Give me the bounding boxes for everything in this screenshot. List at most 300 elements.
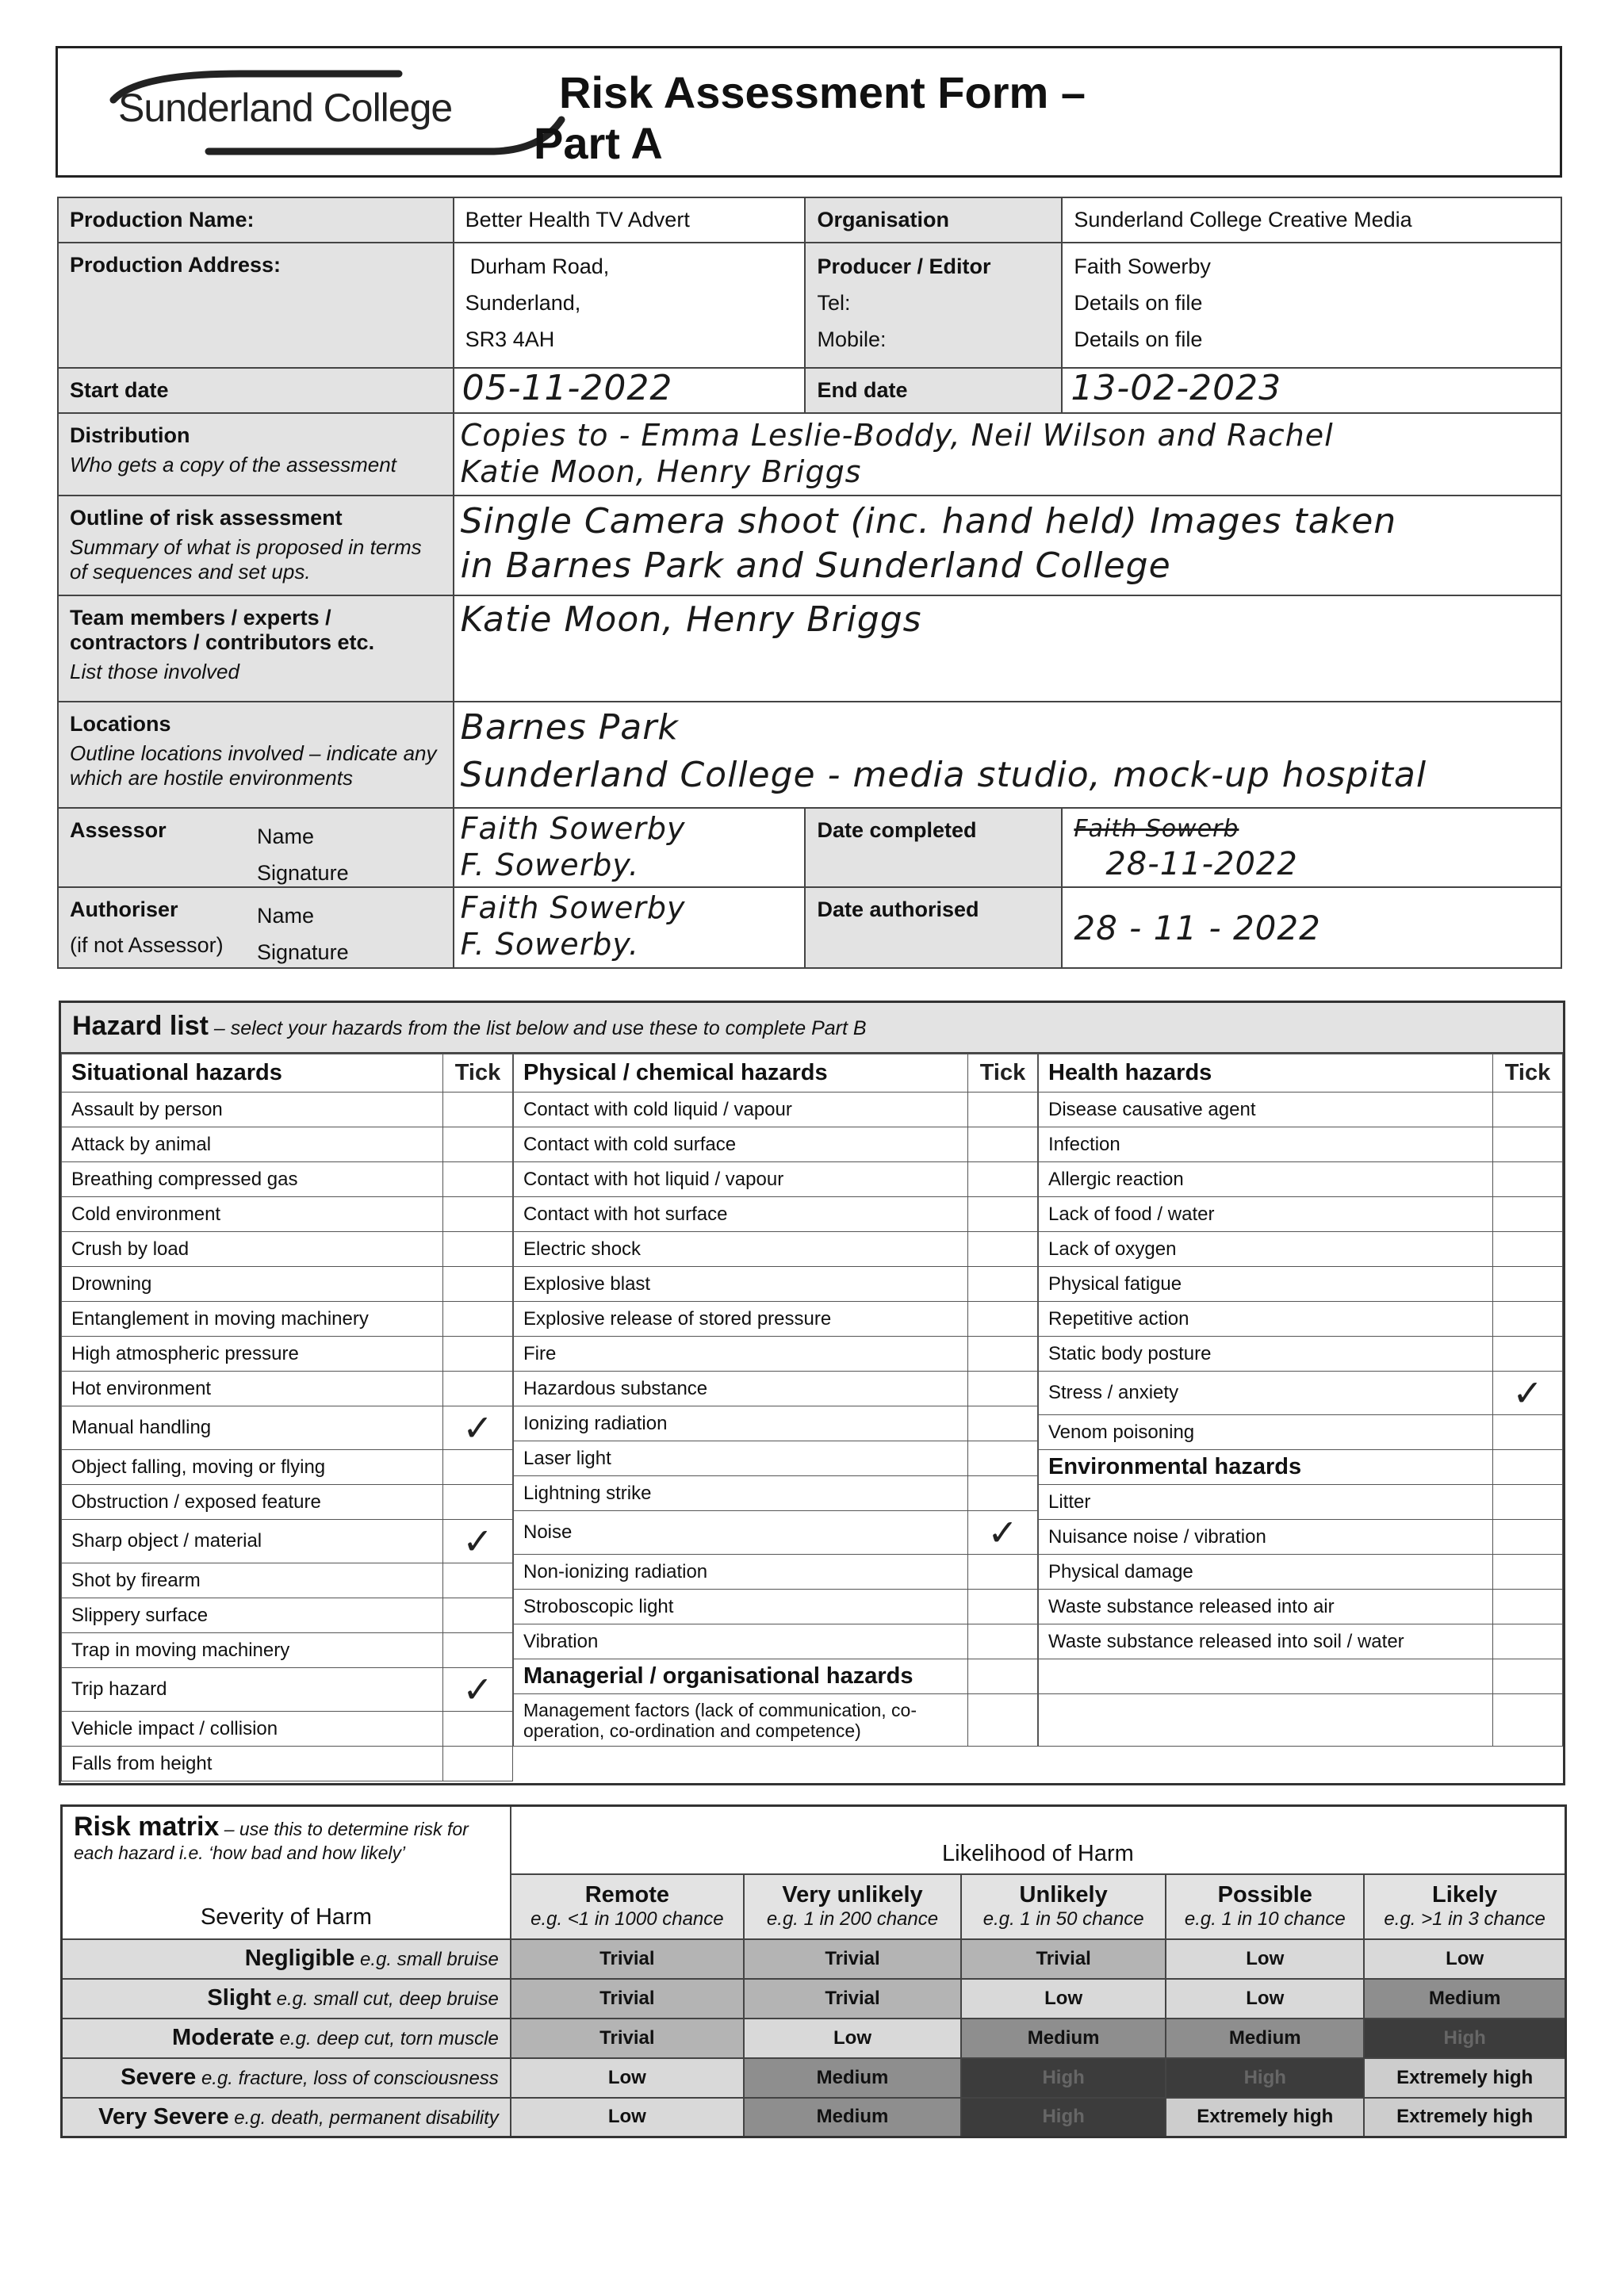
- physical-header: Physical / chemical hazards: [514, 1054, 968, 1093]
- distribution-subtitle: Who gets a copy of the assessment: [70, 453, 396, 476]
- distribution-line: Copies to - Emma Leslie-Boddy, Neil Wilson and Rachel: [460, 418, 1334, 453]
- hazard-row: [62, 1450, 513, 1485]
- hazard-label: Trip hazard: [62, 1668, 443, 1712]
- assessor-values: [454, 808, 806, 887]
- team-label: [58, 595, 454, 702]
- severity-label: [62, 2098, 511, 2137]
- hazard-row: [514, 1267, 1038, 1302]
- hazard-label: Slippery surface: [62, 1598, 443, 1633]
- tick-checkbox[interactable]: ✓: [443, 1520, 513, 1563]
- risk-level-cell: Extremely high: [1166, 2098, 1364, 2137]
- part-a-table: [57, 197, 1562, 969]
- severity-name: Moderate: [172, 2025, 274, 2050]
- hazard-label: Disease causative agent: [1039, 1093, 1493, 1127]
- risk-level-cell: High: [961, 2098, 1166, 2137]
- production-name-label: Production Name:: [58, 197, 454, 243]
- tick-checkbox[interactable]: [1493, 1302, 1563, 1337]
- tick-checkbox[interactable]: [968, 1590, 1038, 1624]
- address-line: SR3 4AH: [465, 327, 555, 351]
- hazard-row: [514, 1624, 1038, 1659]
- tick-checkbox[interactable]: [443, 1127, 513, 1162]
- physical-hazards-list: [514, 1054, 1038, 1659]
- risk-matrix-header: [62, 1806, 511, 1939]
- hazard-label: Infection: [1039, 1127, 1493, 1162]
- hazard-row: [1039, 1555, 1563, 1590]
- authoriser-title: Authoriser: [70, 897, 178, 921]
- tick-checkbox[interactable]: [443, 1633, 513, 1668]
- authoriser-signature: F. Sowerby.: [460, 927, 639, 962]
- tick-checkbox[interactable]: [1493, 1093, 1563, 1127]
- risk-level-cell: Medium: [744, 2058, 961, 2098]
- likelihood-name: Possible: [1217, 1882, 1312, 1908]
- hazard-label: Trap in moving machinery: [62, 1633, 443, 1668]
- empty-row: [1039, 1659, 1493, 1694]
- hazard-row: [514, 1441, 1038, 1476]
- tick-checkbox[interactable]: [443, 1485, 513, 1520]
- hazard-row: [514, 1590, 1038, 1624]
- college-logo-text: Sunderland College: [118, 86, 453, 130]
- severity-label: [62, 2058, 511, 2098]
- outline-value: [454, 496, 1561, 595]
- severity-header: Severity of Harm: [200, 1904, 372, 1930]
- hazard-row: [1039, 1302, 1563, 1337]
- hazard-label: Lack of oxygen: [1039, 1232, 1493, 1267]
- tick-checkbox[interactable]: [1493, 1267, 1563, 1302]
- hazard-row: [514, 1372, 1038, 1406]
- authoriser-subtitle: (if not Assessor): [70, 933, 224, 957]
- form-title: [534, 67, 1086, 169]
- risk-level-cell: High: [1364, 2019, 1565, 2058]
- risk-level-cell: Trivial: [511, 2019, 744, 2058]
- hazard-row: [514, 1337, 1038, 1372]
- risk-matrix-row: [62, 1939, 1566, 1979]
- risk-matrix-row: [62, 2019, 1566, 2058]
- tick-checkbox[interactable]: [968, 1197, 1038, 1232]
- tick-checkbox[interactable]: [968, 1555, 1038, 1590]
- organisation-label: Organisation: [805, 197, 1062, 243]
- tick-checkbox[interactable]: [443, 1197, 513, 1232]
- tel-label: Tel:: [817, 291, 851, 315]
- distribution-value: [454, 413, 1561, 496]
- hazard-row: [514, 1232, 1038, 1267]
- hazard-row: [514, 1476, 1038, 1511]
- tick-header: Tick: [968, 1054, 1038, 1093]
- hazard-row: [62, 1563, 513, 1598]
- producer-values: [1062, 243, 1561, 368]
- likelihood-name: Remote: [584, 1882, 670, 1908]
- likelihood-example: e.g. >1 in 3 chance: [1384, 1908, 1545, 1930]
- likelihood-example: e.g. 1 in 50 chance: [982, 1908, 1144, 1930]
- production-name-value: Better Health TV Advert: [454, 197, 806, 243]
- tick-checkbox[interactable]: ✓: [443, 1668, 513, 1712]
- environmental-header-tick-cell: [1493, 1450, 1563, 1485]
- locations-value: [454, 702, 1561, 808]
- hazard-row: [1039, 1485, 1563, 1520]
- locations-subtitle: Outline locations involved – indicate any which are hostile environments: [70, 741, 437, 790]
- hazard-label: Allergic reaction: [1039, 1162, 1493, 1197]
- tick-checkbox[interactable]: [1493, 1520, 1563, 1555]
- managerial-tick-cell: [968, 1694, 1038, 1747]
- tick-checkbox[interactable]: [1493, 1415, 1563, 1450]
- hazard-row: [62, 1406, 513, 1450]
- hazard-label: Physical damage: [1039, 1555, 1493, 1590]
- tick-checkbox[interactable]: [443, 1302, 513, 1337]
- hazard-row: [62, 1267, 513, 1302]
- hazard-row: [62, 1127, 513, 1162]
- risk-matrix-row: [62, 2058, 1566, 2098]
- date-completed-value: 28-11-2022: [1105, 846, 1298, 882]
- tick-checkbox[interactable]: [968, 1441, 1038, 1476]
- risk-level-cell: Medium: [961, 2019, 1166, 2058]
- tel-value: Details on file: [1074, 291, 1203, 315]
- health-header: Health hazards: [1039, 1054, 1493, 1093]
- risk-matrix-title: Risk matrix: [74, 1812, 220, 1842]
- hazard-label: Electric shock: [514, 1232, 968, 1267]
- producer-labels: [805, 243, 1062, 368]
- date-authorised-value: 28 - 11 - 2022: [1062, 887, 1561, 968]
- hazard-label: Crush by load: [62, 1232, 443, 1267]
- hazard-row: [514, 1511, 1038, 1555]
- end-date-value: 13-02-2023: [1062, 368, 1561, 413]
- tick-checkbox[interactable]: [1493, 1127, 1563, 1162]
- tick-checkbox[interactable]: [443, 1747, 513, 1781]
- risk-level-cell: Medium: [1166, 2019, 1364, 2058]
- risk-level-cell: Trivial: [511, 1979, 744, 2019]
- authoriser-name-label: Name: [257, 904, 315, 928]
- environmental-header: Environmental hazards: [1039, 1450, 1493, 1485]
- hazard-label: Contact with hot liquid / vapour: [514, 1162, 968, 1197]
- hazard-row: [62, 1485, 513, 1520]
- risk-level-cell: Extremely high: [1364, 2058, 1565, 2098]
- likelihood-header: Likelihood of Harm: [511, 1806, 1566, 1874]
- severity-label: [62, 1979, 511, 2019]
- hazard-row: [1039, 1093, 1563, 1127]
- risk-level-cell: Medium: [1364, 1979, 1565, 2019]
- tick-checkbox[interactable]: [443, 1563, 513, 1598]
- hazard-row: [62, 1598, 513, 1633]
- risk-matrix-note: – use this to determine risk for each hazard i.e. ‘how bad and how likely’: [74, 1819, 469, 1863]
- hazard-label: Noise: [514, 1511, 968, 1555]
- likelihood-possible: [1166, 1874, 1364, 1939]
- managerial-item: Management factors (lack of communication, co-operation, co-ordination and competence): [514, 1694, 968, 1747]
- tick-checkbox[interactable]: ✓: [968, 1511, 1038, 1555]
- mobile-label: Mobile:: [817, 327, 887, 351]
- tick-checkbox[interactable]: [443, 1598, 513, 1633]
- risk-level-cell: Low: [1364, 1939, 1565, 1979]
- authoriser-values: [454, 887, 806, 968]
- tick-checkbox[interactable]: [968, 1127, 1038, 1162]
- likelihood-example: e.g. 1 in 200 chance: [766, 1908, 939, 1930]
- hazard-list-header: [61, 1003, 1563, 1054]
- hazard-label: Repetitive action: [1039, 1302, 1493, 1337]
- team-subtitle: List those involved: [70, 660, 239, 683]
- hazard-row: [1039, 1162, 1563, 1197]
- health-hazards-column: [1038, 1054, 1563, 1747]
- tick-checkbox[interactable]: [443, 1267, 513, 1302]
- outline-title: Outline of risk assessment: [70, 506, 343, 530]
- risk-level-cell: Low: [961, 1979, 1166, 2019]
- tick-checkbox[interactable]: [1493, 1590, 1563, 1624]
- hazard-row: [1039, 1415, 1563, 1450]
- tick-checkbox[interactable]: [443, 1162, 513, 1197]
- hazard-row: [62, 1337, 513, 1372]
- location-line: Barnes Park: [460, 707, 679, 748]
- hazard-label: Venom poisoning: [1039, 1415, 1493, 1450]
- address-line: Sunderland,: [465, 291, 581, 315]
- form-title-line1: Risk Assessment Form –: [559, 67, 1086, 117]
- risk-level-cell: Trivial: [511, 1939, 744, 1979]
- tick-checkbox[interactable]: [968, 1624, 1038, 1659]
- hazard-label: Stress / anxiety: [1039, 1372, 1493, 1415]
- hazard-label: Contact with cold liquid / vapour: [514, 1093, 968, 1127]
- hazard-label: Nuisance noise / vibration: [1039, 1520, 1493, 1555]
- hazard-row: [1039, 1127, 1563, 1162]
- hazard-row: [1039, 1520, 1563, 1555]
- managerial-header-tick-cell: [968, 1659, 1038, 1694]
- risk-level-cell: Trivial: [744, 1979, 961, 2019]
- locations-title: Locations: [70, 712, 171, 736]
- tick-checkbox[interactable]: [443, 1093, 513, 1127]
- hazard-row: [514, 1555, 1038, 1590]
- tick-checkbox[interactable]: [968, 1337, 1038, 1372]
- tick-checkbox[interactable]: [1493, 1555, 1563, 1590]
- hazard-row: [514, 1162, 1038, 1197]
- hazard-label: Obstruction / exposed feature: [62, 1485, 443, 1520]
- hazard-row: [62, 1302, 513, 1337]
- tick-checkbox[interactable]: [443, 1712, 513, 1747]
- tick-checkbox[interactable]: [443, 1450, 513, 1485]
- production-address-label: Production Address:: [58, 243, 454, 368]
- hazard-label: Assault by person: [62, 1093, 443, 1127]
- likelihood-unlikely: [961, 1874, 1166, 1939]
- locations-label: [58, 702, 454, 808]
- tick-checkbox[interactable]: [1493, 1337, 1563, 1372]
- hazard-label: Physical fatigue: [1039, 1267, 1493, 1302]
- distribution-title: Distribution: [70, 423, 190, 447]
- hazard-label: Vibration: [514, 1624, 968, 1659]
- empty-row: [1039, 1694, 1493, 1747]
- tick-checkbox[interactable]: [968, 1302, 1038, 1337]
- address-line: Durham Road,: [469, 254, 610, 278]
- date-completed-label: Date completed: [805, 808, 1062, 887]
- likelihood-name: Likely: [1432, 1882, 1498, 1908]
- form-header: [56, 46, 1562, 178]
- risk-level-cell: High: [1166, 2058, 1364, 2098]
- hazard-row: [1039, 1197, 1563, 1232]
- authoriser-label: [58, 887, 454, 968]
- date-completed-struck: Faith Sowerb: [1074, 815, 1239, 843]
- hazard-label: Lightning strike: [514, 1476, 968, 1511]
- hazard-label: Cold environment: [62, 1197, 443, 1232]
- hazard-label: Stroboscopic light: [514, 1590, 968, 1624]
- hazard-row: [1039, 1590, 1563, 1624]
- hazard-label: Non-ionizing radiation: [514, 1555, 968, 1590]
- empty-tick-cell: [1493, 1694, 1563, 1747]
- hazard-row: [62, 1093, 513, 1127]
- date-completed-values: [1062, 808, 1561, 887]
- environmental-hazards-list: [1039, 1450, 1563, 1659]
- tick-checkbox[interactable]: [443, 1232, 513, 1267]
- risk-level-cell: Medium: [744, 2098, 961, 2137]
- hazard-list: [59, 1001, 1565, 1785]
- hazard-row: [62, 1712, 513, 1747]
- risk-level-cell: Extremely high: [1364, 2098, 1565, 2137]
- hazard-row: [62, 1633, 513, 1668]
- hazard-label: Waste substance released into air: [1039, 1590, 1493, 1624]
- authoriser-signature-label: Signature: [257, 940, 349, 964]
- hazard-label: Hot environment: [62, 1372, 443, 1406]
- assessor-signature-label: Signature: [257, 861, 349, 885]
- managerial-header: Managerial / organisational hazards: [514, 1659, 968, 1694]
- hazard-label: Hazardous substance: [514, 1372, 968, 1406]
- hazard-list-title: Hazard list: [72, 1011, 209, 1041]
- hazard-list-note: – select your hazards from the list below and use these to complete Part B: [208, 1017, 867, 1039]
- severity-example: e.g. deep cut, torn muscle: [279, 2028, 499, 2049]
- hazard-row: [1039, 1232, 1563, 1267]
- hazard-label: Attack by animal: [62, 1127, 443, 1162]
- start-date-label: Start date: [58, 368, 454, 413]
- hazard-row: [1039, 1267, 1563, 1302]
- tick-checkbox[interactable]: [968, 1232, 1038, 1267]
- tick-checkbox[interactable]: [1493, 1624, 1563, 1659]
- team-title: Team members / experts / contractors / contributors etc.: [70, 606, 375, 654]
- hazard-label: Explosive blast: [514, 1267, 968, 1302]
- tick-checkbox[interactable]: ✓: [1493, 1372, 1563, 1415]
- date-authorised-label: Date authorised: [805, 887, 1062, 968]
- tick-checkbox[interactable]: [968, 1267, 1038, 1302]
- risk-level-cell: Low: [1166, 1979, 1364, 2019]
- tick-checkbox[interactable]: [968, 1372, 1038, 1406]
- hazard-row: [62, 1747, 513, 1781]
- hazard-label: Drowning: [62, 1267, 443, 1302]
- situational-hazards-column: [61, 1054, 513, 1781]
- likelihood-very-unlikely: [744, 1874, 961, 1939]
- hazard-label: Contact with hot surface: [514, 1197, 968, 1232]
- hazard-label: Litter: [1039, 1485, 1493, 1520]
- tick-checkbox[interactable]: [1493, 1232, 1563, 1267]
- hazard-label: Laser light: [514, 1441, 968, 1476]
- risk-level-cell: Low: [511, 2098, 744, 2137]
- likelihood-name: Unlikely: [1019, 1882, 1108, 1908]
- health-hazards-list: [1039, 1054, 1563, 1450]
- outline-line: in Barnes Park and Sunderland College: [460, 545, 1171, 586]
- hazard-label: Shot by firearm: [62, 1563, 443, 1598]
- assessor-label: [58, 808, 454, 887]
- end-date-label: End date: [805, 368, 1062, 413]
- severity-name: Very Severe: [98, 2103, 229, 2130]
- severity-label: [62, 1939, 511, 1979]
- hazard-row: [1039, 1624, 1563, 1659]
- hazard-row: [62, 1520, 513, 1563]
- producer-label: Producer / Editor: [817, 254, 991, 278]
- hazard-label: Contact with cold surface: [514, 1127, 968, 1162]
- assessor-signature: F. Sowerby.: [460, 848, 639, 882]
- hazard-row: [1039, 1337, 1563, 1372]
- risk-matrix-row: [62, 2098, 1566, 2137]
- mobile-value: Details on file: [1074, 327, 1203, 351]
- hazard-row: [62, 1668, 513, 1712]
- tick-checkbox[interactable]: [968, 1093, 1038, 1127]
- risk-level-cell: High: [961, 2058, 1166, 2098]
- tick-checkbox[interactable]: [443, 1372, 513, 1406]
- distribution-label: [58, 413, 454, 496]
- hazard-row: [514, 1197, 1038, 1232]
- likelihood-remote: [511, 1874, 744, 1939]
- risk-matrix: [60, 1804, 1567, 2138]
- severity-example: e.g. fracture, loss of consciousness: [201, 2068, 499, 2089]
- severity-example: e.g. death, permanent disability: [234, 2107, 499, 2129]
- hazard-row: [514, 1406, 1038, 1441]
- risk-level-cell: Trivial: [961, 1939, 1166, 1979]
- risk-matrix-rows: [62, 1939, 1566, 2137]
- assessor-name-label: Name: [257, 825, 315, 848]
- severity-name: Negligible: [244, 1946, 355, 1971]
- severity-label: [62, 2019, 511, 2058]
- hazard-label: Entanglement in moving machinery: [62, 1302, 443, 1337]
- likelihood-name: Very unlikely: [782, 1882, 923, 1908]
- situational-header: Situational hazards: [62, 1054, 443, 1093]
- risk-level-cell: Trivial: [744, 1939, 961, 1979]
- start-date-value: 05-11-2022: [454, 368, 806, 413]
- likelihood-example: e.g. <1 in 1000 chance: [530, 1908, 724, 1930]
- hazard-row: [62, 1197, 513, 1232]
- tick-header: Tick: [443, 1054, 513, 1093]
- authoriser-name: Faith Sowerby: [460, 890, 686, 925]
- severity-example: e.g. small bruise: [360, 1949, 499, 1970]
- team-value: Katie Moon, Henry Briggs: [454, 595, 1561, 702]
- severity-name: Severe: [121, 2064, 197, 2090]
- production-address-value: [454, 243, 806, 368]
- hazard-label: Lack of food / water: [1039, 1197, 1493, 1232]
- tick-checkbox[interactable]: [1493, 1485, 1563, 1520]
- outline-subtitle: Summary of what is proposed in terms of sequences and set ups.: [70, 535, 422, 584]
- tick-header: Tick: [1493, 1054, 1563, 1093]
- assessor-title: Assessor: [70, 818, 167, 842]
- hazard-row: [62, 1162, 513, 1197]
- hazard-row: [514, 1093, 1038, 1127]
- hazard-label: Static body posture: [1039, 1337, 1493, 1372]
- hazard-row: [62, 1372, 513, 1406]
- risk-level-cell: Low: [1166, 1939, 1364, 1979]
- likelihood-example: e.g. 1 in 10 chance: [1184, 1908, 1346, 1930]
- risk-matrix-row: [62, 1979, 1566, 2019]
- tick-checkbox[interactable]: [968, 1406, 1038, 1441]
- situational-hazards-list: [62, 1054, 513, 1781]
- hazard-row: [514, 1302, 1038, 1337]
- hazard-label: Fire: [514, 1337, 968, 1372]
- hazard-label: Object falling, moving or flying: [62, 1450, 443, 1485]
- tick-checkbox[interactable]: [1493, 1162, 1563, 1197]
- distribution-line: Katie Moon, Henry Briggs: [460, 454, 862, 489]
- tick-checkbox[interactable]: [968, 1162, 1038, 1197]
- tick-checkbox[interactable]: [1493, 1197, 1563, 1232]
- tick-checkbox[interactable]: [968, 1476, 1038, 1511]
- form-title-line2: Part A: [534, 118, 663, 168]
- hazard-label: High atmospheric pressure: [62, 1337, 443, 1372]
- hazard-label: Breathing compressed gas: [62, 1162, 443, 1197]
- hazard-row: [62, 1232, 513, 1267]
- hazard-label: Sharp object / material: [62, 1520, 443, 1563]
- severity-name: Slight: [207, 1985, 271, 2011]
- organisation-value: Sunderland College Creative Media: [1062, 197, 1561, 243]
- tick-checkbox[interactable]: [443, 1337, 513, 1372]
- hazard-label: Vehicle impact / collision: [62, 1712, 443, 1747]
- tick-checkbox[interactable]: ✓: [443, 1406, 513, 1450]
- risk-level-cell: Low: [744, 2019, 961, 2058]
- risk-level-cell: Low: [511, 2058, 744, 2098]
- hazard-row: [1039, 1372, 1563, 1415]
- physical-hazards-column: [513, 1054, 1038, 1747]
